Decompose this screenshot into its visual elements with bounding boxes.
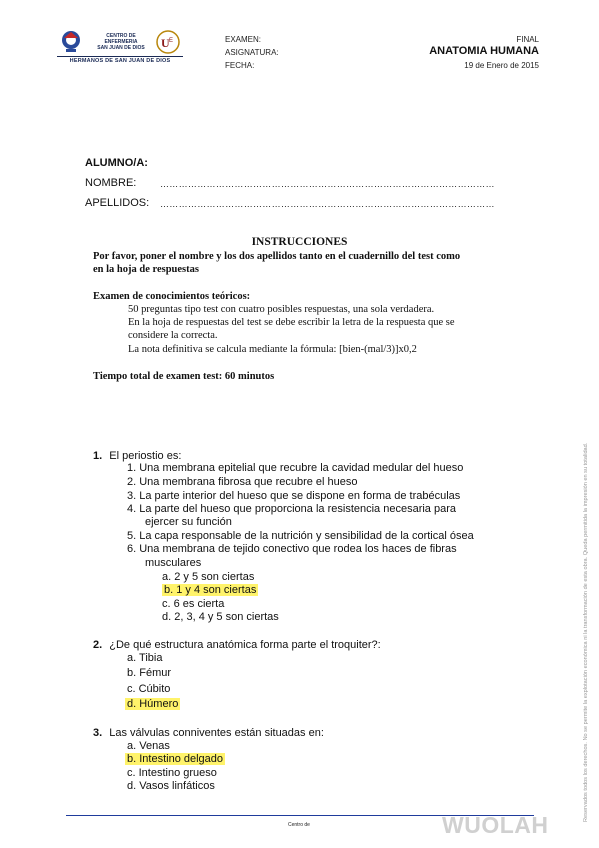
svg-text:E: E: [169, 38, 174, 44]
instructions-text: En la hoja de respuestas del test se debe escribir la letra de la respuesta que se: [128, 317, 455, 328]
answer-option-text: b. Intestino delgado: [127, 753, 224, 765]
instructions-text: considere la correcta.: [128, 330, 218, 341]
answer-option[interactable]: a. Venas: [127, 740, 170, 752]
watermark: WUOLAH: [442, 812, 549, 838]
fecha-label: FECHA:: [225, 61, 255, 70]
instructions-title: INSTRUCCIONES: [251, 236, 348, 248]
apellidos-field[interactable]: ………………………………………………………………………………………………: [160, 199, 495, 209]
logo-band: HERMANOS DE SAN JUAN DE DIOS: [69, 58, 171, 64]
answer-option[interactable]: d. 2, 3, 4 y 5 son ciertas: [162, 611, 279, 623]
question-2: [93, 638, 381, 652]
answer-option-highlighted[interactable]: [162, 584, 258, 598]
statement: 4. La parte del hueso que proporciona la resistencia necesaria para: [127, 503, 456, 515]
question-number: 2.: [93, 639, 103, 651]
alumno-heading: ALUMNO/A:: [85, 157, 148, 169]
answer-option-highlighted[interactable]: [125, 698, 180, 712]
question-number: 3.: [93, 727, 103, 739]
statement: musculares: [145, 557, 202, 569]
fecha-value: 19 de Enero de 2015: [464, 61, 539, 70]
svg-text:U: U: [161, 36, 170, 50]
statement: ejercer su función: [145, 516, 232, 528]
answer-option-text: b. 1 y 4 son ciertas: [164, 584, 257, 596]
instructions-text: La nota definitiva se calcula mediante la fórmula: [bien-(mal/3)]x0,2: [128, 344, 417, 355]
question-1: [93, 449, 181, 463]
answer-option-text: d. Húmero: [127, 698, 179, 710]
statement: 6. Una membrana de tejido conectivo que rodea los haces de fibras: [127, 543, 457, 555]
nombre-label: NOMBRE:: [85, 177, 137, 189]
answer-option[interactable]: b. Fémur: [127, 667, 172, 679]
statement: 1. Una membrana epitelial que recubre la cavidad medular del hueso: [127, 462, 464, 474]
apellidos-label: APELLIDOS:: [85, 197, 150, 209]
question-text: ¿De qué estructura anatómica forma parte el troquiter?:: [109, 639, 381, 651]
examen-label: EXAMEN:: [225, 35, 262, 44]
answer-option[interactable]: d. Vasos linfáticos: [127, 780, 215, 792]
answer-option[interactable]: a. Tibia: [127, 652, 163, 664]
logo-text: CENTRO DE ENFERMERIA SAN JUAN DE DIOS: [97, 33, 145, 51]
answer-option[interactable]: a. 2 y 5 son ciertas: [162, 571, 255, 583]
question-text: Las válvulas conniventes están situadas en:: [109, 727, 324, 739]
asignatura-label: ASIGNATURA:: [225, 48, 279, 57]
instructions-line: Por favor, poner el nombre y los dos apellidos tanto en el cuadernillo del test como: [93, 251, 461, 262]
question-number: 1.: [93, 450, 103, 462]
time-limit: Tiempo total de examen test: 60 minutos: [93, 371, 275, 382]
answer-option[interactable]: c. 6 es cierta: [162, 598, 225, 610]
statement: 3. La parte interior del hueso que se dispone en forma de trabéculas: [127, 490, 461, 502]
asignatura-value: ANATOMIA HUMANA: [429, 45, 539, 57]
statement: 2. Una membrana fibrosa que recubre el hueso: [127, 476, 358, 488]
answer-option-highlighted[interactable]: [125, 753, 225, 767]
question-text: El periostio es:: [109, 450, 182, 462]
statement: 5. La capa responsable de la nutrición y sensibilidad de la cortical ósea: [127, 530, 474, 542]
instructions-line: en la hoja de respuestas: [93, 264, 199, 275]
exam-heading: Examen de conocimientos teóricos:: [93, 291, 251, 302]
nombre-field[interactable]: ………………………………………………………………………………………………: [160, 179, 495, 189]
side-notice: Reservados todos los derechos. No se permite la explotación económica ni la transformación de esta obra. Queda permitida la impresión en su totalidad.: [583, 442, 589, 822]
question-3: [93, 726, 324, 740]
examen-value: FINAL: [516, 35, 539, 44]
footer-text: Centro de: [288, 822, 310, 828]
instructions-text: 50 preguntas tipo test con cuatro posibles respuestas, una sola verdadera.: [128, 304, 435, 315]
answer-option[interactable]: c. Intestino grueso: [127, 767, 217, 779]
answer-option[interactable]: c. Cúbito: [127, 683, 171, 695]
